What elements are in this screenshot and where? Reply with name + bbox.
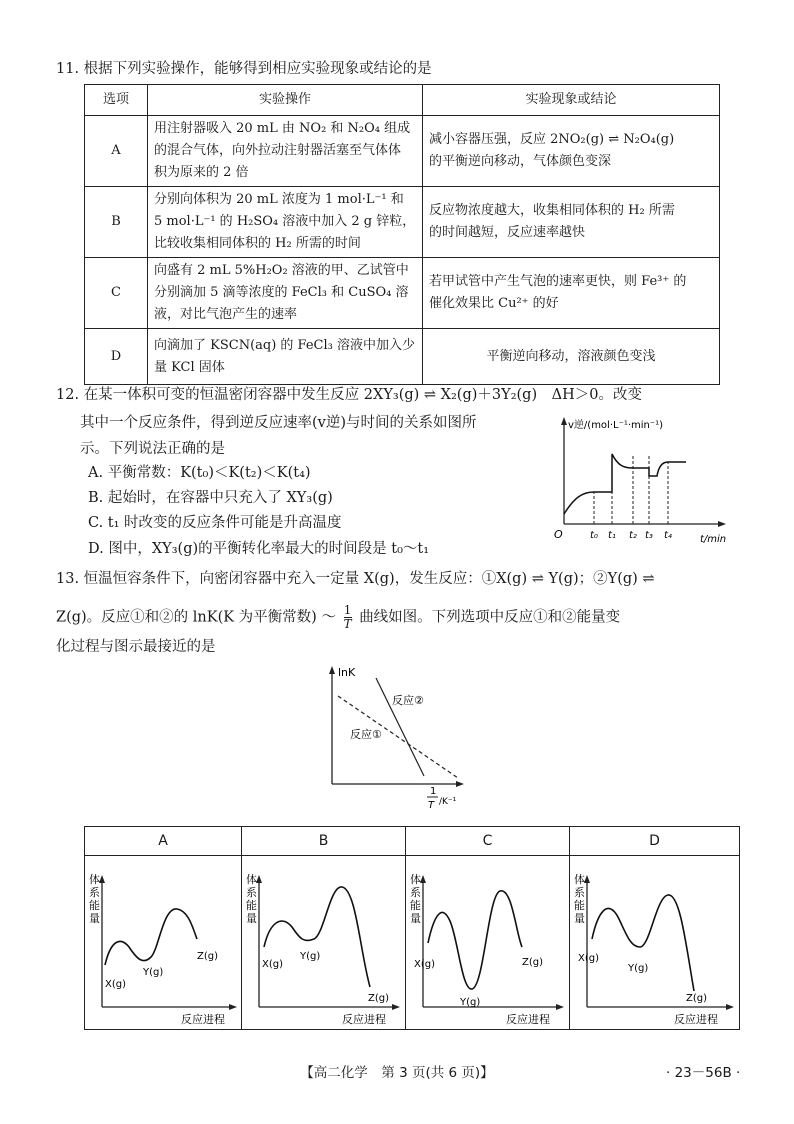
panel-label: A [85, 827, 241, 856]
row-b-result [423, 187, 720, 258]
y-label-char: 系 [574, 886, 585, 899]
text-line: 向滴加了 KSCN(aq) 的 FeCl₃ 溶液中加入少 [154, 337, 416, 353]
q12-option-d: D. 图中，XY₃(g)的平衡转化率最大的时间段是 t₀～t₁ [88, 541, 430, 557]
x-axis-numerator: 1 [430, 786, 437, 797]
text-line: 反应物浓度越大，收集相同体积的 H₂ 所需 [429, 203, 675, 218]
y-label-char: 体 [246, 873, 257, 886]
table-row [85, 329, 720, 385]
energy-curve [264, 887, 370, 987]
row-a-operation [148, 116, 423, 187]
y-label-char: 系 [246, 886, 257, 899]
x-axis-unit: /K⁻¹ [439, 797, 457, 807]
q11-table [84, 84, 720, 385]
label-y: Y(g) [628, 963, 649, 974]
fraction-denominator: T [343, 617, 352, 631]
page-footer: 【高二化学 第 3 页(共 6 页)】 [300, 1065, 494, 1081]
x-axis-label: 反应进程 [674, 1013, 718, 1026]
reaction2-label: 反应② [392, 694, 424, 707]
label-z: Z(g) [686, 993, 708, 1004]
row-d-operation [148, 329, 423, 385]
text-line: 用注射器吸入 20 mL 由 NO₂ 和 N₂O₄ 组成 [154, 121, 411, 136]
text-line: 的时间越短，反应速率越快 [429, 225, 586, 240]
x-axis-arrow [456, 781, 464, 787]
y-label-char: 系 [410, 886, 421, 899]
energy-curve [592, 895, 694, 991]
row-c-result [423, 258, 720, 329]
y-axis-arrow [561, 417, 567, 425]
energy-diagram [85, 855, 241, 1029]
row-a-result [423, 116, 720, 187]
row-c-option: C [85, 258, 148, 329]
label-z: Z(g) [368, 993, 390, 1004]
energy-curve [428, 891, 522, 989]
label-x: X(g) [414, 959, 436, 970]
y-label-char: 量 [410, 912, 421, 925]
y-label-char: 系 [89, 886, 100, 899]
y-label-char: 能 [410, 899, 421, 912]
y-label-char: 能 [246, 899, 257, 912]
fraction-1-over-t [344, 604, 352, 631]
q13-stem-line1: 13. 恒温恒容条件下，向密闭容器中充入一定量 X(g)，发生反应：①X(g) ⇌ Y(g)；②Y(g) ⇌ [56, 571, 655, 587]
text-line: 的平衡逆向移动，气体颜色变深 [429, 154, 612, 169]
text-line: 比较收集相同体积的 H₂ 所需的时间 [154, 236, 361, 251]
q13-line2-part1: Z(g)。反应①和②的 lnK(K 为平衡常数) ～ [56, 609, 336, 626]
text-line: 若甲试管中产生气泡的速率更快，则 Fe³⁺ 的 [429, 274, 687, 289]
text-line: 5 mol·L⁻¹ 的 H₂SO₄ 溶液中加入 2 g 锌粒， [154, 214, 416, 229]
y-label-char: 能 [89, 899, 100, 912]
label-x: X(g) [578, 953, 600, 964]
tick-t4: t₄ [664, 530, 672, 541]
q11-stem: 11. 根据下列实验操作，能够得到相应实验现象或结论的是 [56, 61, 432, 77]
y-label-char: 体 [410, 873, 421, 886]
y-label-char: 量 [574, 912, 585, 925]
label-x: X(g) [262, 959, 284, 970]
y-label-char: 能 [574, 899, 585, 912]
panel-d [570, 827, 739, 1029]
panel-c [406, 827, 570, 1029]
col-header-operation: 实验操作 [148, 85, 423, 116]
q12-stem-line3: 示。下列说法正确的是 [80, 441, 225, 457]
energy-diagram [406, 855, 569, 1029]
text-line: 的混合气体，向外拉动注射器活塞至气体体 [154, 143, 402, 158]
tick-t2: t₂ [629, 530, 637, 541]
q12-stem-line2: 其中一个反应条件，得到逆反应速率(v逆)与时间的关系如图所 [80, 415, 477, 431]
text-line: 减小容器压强，反应 2NO₂(g) ⇌ N₂O₄(g) [429, 132, 675, 147]
col-header-option: 选项 [85, 85, 148, 116]
tick-t0: t₀ [590, 530, 598, 541]
text-line: 向盛有 2 mL 5%H₂O₂ 溶液的甲、乙试管中 [154, 263, 409, 278]
table-header-row [85, 85, 720, 116]
q12-rate-time-graph [550, 412, 740, 547]
panel-label: D [570, 827, 739, 856]
text-line: 积为原来的 2 倍 [154, 165, 249, 180]
tick-t1: t₁ [608, 530, 616, 541]
y-axis-arrow [329, 666, 335, 674]
energy-diagram [570, 855, 739, 1029]
q12-option-b: B. 起始时，在容器中只充入了 XY₃(g) [88, 490, 333, 506]
text-line: 分别向体积为 20 mL 浓度为 1 mol·L⁻¹ 和 [154, 192, 404, 207]
q13-stem-line3: 化过程与图示最接近的是 [56, 639, 216, 655]
q13-line2-part2: 曲线如图。下列选项中反应①和②能量变 [359, 609, 621, 626]
label-x: X(g) [105, 979, 127, 990]
energy-curve [105, 909, 197, 965]
text-line: 液，对比气泡产生的速率 [154, 307, 298, 322]
q12-option-c: C. t₁ 时改变的反应条件可能是升高温度 [88, 515, 342, 531]
row-b-option: B [85, 187, 148, 258]
origin-label: O [554, 528, 563, 541]
label-z: Z(g) [522, 957, 544, 968]
y-axis-label: lnK [338, 666, 356, 679]
x-axis-arrow [229, 1004, 237, 1010]
panel-a [85, 827, 242, 1029]
energy-diagram [242, 855, 405, 1029]
x-axis-label: 反应进程 [181, 1013, 225, 1026]
y-label-char: 体 [574, 873, 585, 886]
row-c-operation [148, 258, 423, 329]
label-y: Y(g) [460, 997, 481, 1008]
table-row [85, 258, 720, 329]
q12-stem-line1: 12. 在某一体积可变的恒温密闭容器中发生反应 2XY₃(g) ⇌ X₂(g)＋3Y₂(g) ΔH＞0。改变 [56, 387, 642, 403]
panel-b [242, 827, 406, 1029]
reaction2-line [376, 678, 424, 776]
panel-label: B [242, 827, 405, 856]
y-label-char: 量 [246, 912, 257, 925]
label-z: Z(g) [197, 951, 219, 962]
text-line: 催化效果比 Cu²⁺ 的好 [429, 296, 559, 311]
text-line: 分别滴加 5 滴等浓度的 FeCl₃ 和 CuSO₄ 溶 [154, 285, 409, 300]
y-label-char: 体 [89, 873, 100, 886]
paper-code: · 23－56B · [666, 1065, 741, 1081]
q13-lnk-graph [318, 660, 478, 810]
table-row [85, 187, 720, 258]
row-d-option: D [85, 329, 148, 385]
x-axis-label: t/min [700, 534, 727, 545]
x-axis-label: 反应进程 [342, 1013, 386, 1026]
dashed-guides [594, 456, 668, 524]
energy-option-panels [84, 826, 740, 1030]
row-a-option: A [85, 116, 148, 187]
q12-option-a: A. 平衡常数：K(t₀)＜K(t₂)＜K(t₄) [88, 465, 311, 481]
label-y: Y(g) [143, 967, 164, 978]
fraction-numerator: 1 [343, 603, 352, 617]
table-row [85, 116, 720, 187]
x-axis-arrow [726, 1004, 734, 1010]
x-axis-arrow [556, 1004, 564, 1010]
y-label-char: 量 [89, 912, 100, 925]
x-axis-denominator: T [428, 800, 435, 810]
x-axis-arrow [392, 1004, 400, 1010]
panel-label: C [406, 827, 569, 856]
text-line: 平衡逆向移动，溶液颜色变浅 [486, 348, 656, 364]
tick-t3: t₃ [645, 530, 653, 541]
col-header-result: 实验现象或结论 [423, 85, 720, 116]
y-axis-label: v逆/(mol·L⁻¹·min⁻¹) [568, 420, 664, 431]
label-y: Y(g) [300, 951, 321, 962]
q13-stem-line2 [56, 604, 620, 631]
row-d-result [423, 329, 720, 385]
x-axis-arrow [718, 521, 726, 527]
text-line: 量 KCl 固体 [154, 359, 225, 375]
reaction1-label: 反应① [350, 728, 382, 741]
x-axis-label: 反应进程 [506, 1013, 550, 1026]
row-b-operation [148, 187, 423, 258]
